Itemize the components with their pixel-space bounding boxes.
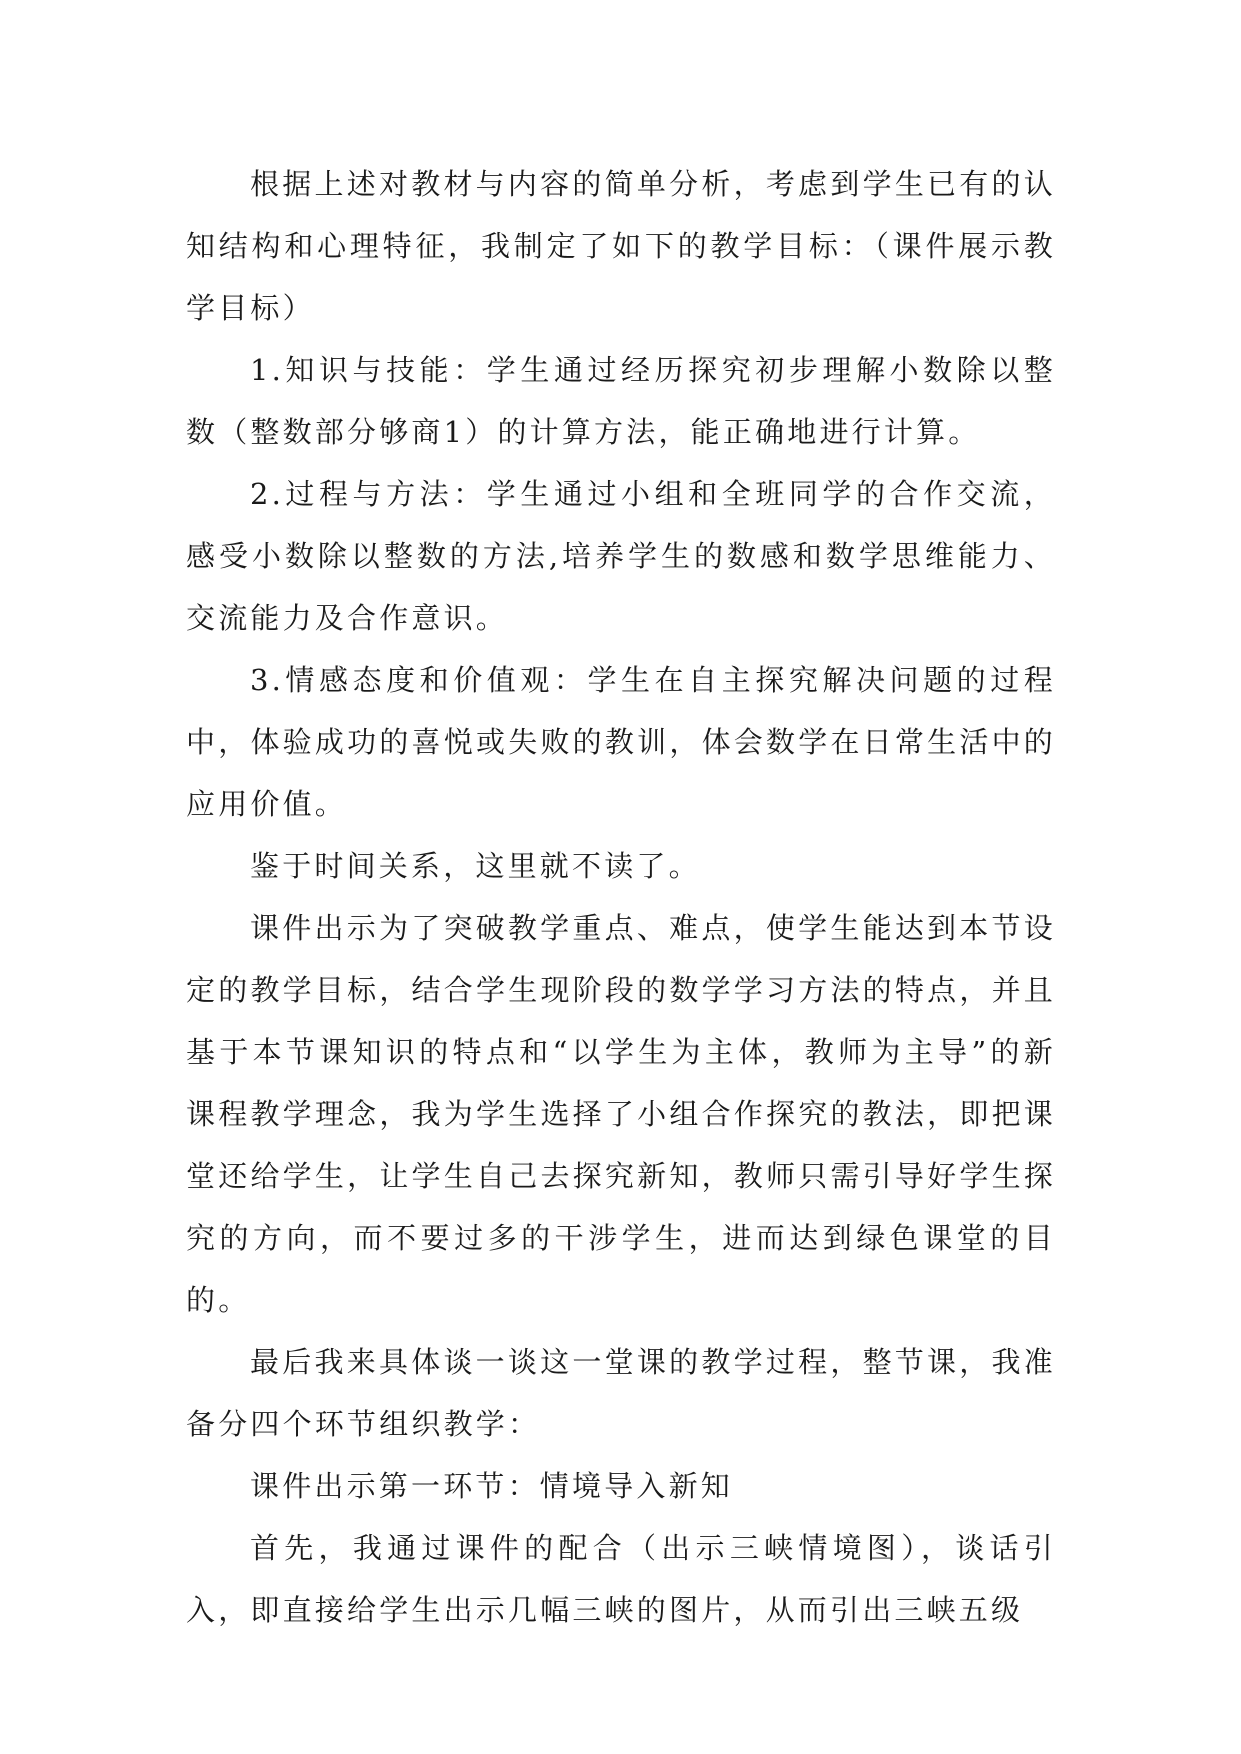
paragraph-goal-knowledge: 1.知识与技能：学生通过经历探究初步理解小数除以整数（整数部分够商1）的计算方法，能正确地进行计算。 — [186, 353, 1056, 449]
paragraph-intro: 根据上述对教材与内容的简单分析，考虑到学生已有的认知结构和心理特征，我制定了如下的教学目标：（课件展示教学目标） — [186, 167, 1056, 325]
paragraph-process-intro: 最后我来具体谈一谈这一堂课的教学过程，整节课，我准备分四个环节组织教学： — [186, 1345, 1056, 1441]
paragraph-step-one-body: 首先，我通过课件的配合（出示三峡情境图），谈话引入，即直接给学生出示几幅三峡的图片，从而引出三峡五级 — [186, 1531, 1056, 1627]
paragraph-step-one-heading: 课件出示第一环节：情境导入新知 — [250, 1469, 734, 1503]
paragraph-time-note: 鉴于时间关系，这里就不读了。 — [250, 849, 701, 883]
paragraph-goal-process: 2.过程与方法：学生通过小组和全班同学的合作交流，感受小数除以整数的方法,培养学生的数感和数学思维能力、交流能力及合作意识。 — [186, 477, 1056, 635]
paragraph-goal-emotion: 3.情感态度和价值观：学生在自主探究解决问题的过程中，体验成功的喜悦或失败的教训，体会数学在日常生活中的应用价值。 — [186, 663, 1056, 821]
paragraph-teaching-method: 课件出示为了突破教学重点、难点，使学生能达到本节设定的教学目标，结合学生现阶段的数学学习方法的特点，并且基于本节课知识的特点和“以学生为主体，教师为主导”的新课程教学理念，我为学生选择了小组合作探究的教法，即把课堂还给学生，让学生自己去探究新知，教师只需引导好学生探究的方向，而不要过多的干涉学生，进而达到绿色课堂的目的。 — [186, 911, 1056, 1317]
document-body — [186, 153, 1056, 1641]
